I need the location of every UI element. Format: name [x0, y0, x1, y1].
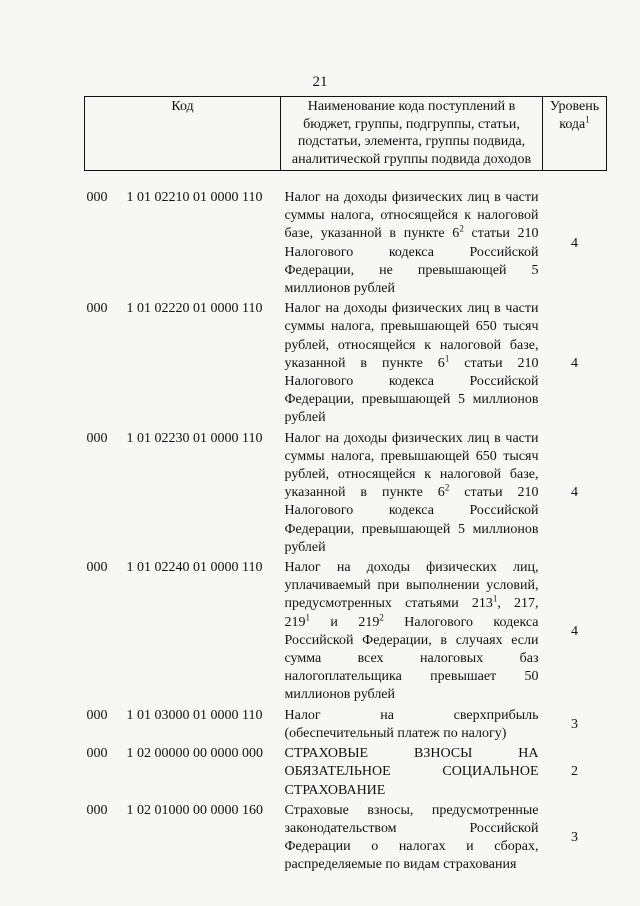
row-name-superscript: 2 [379, 612, 384, 623]
row-name [281, 189, 543, 300]
row-name-text: Налогового кодекса Российской Федерации, в случаях если сумма всех налоговых баз налогоплательщика превышает 50 миллионов рублей [284, 614, 539, 703]
table-row [85, 802, 607, 877]
row-income-code: 1 01 02220 01 0000 110 [126, 301, 263, 317]
row-name-text: Налог на доходы физических лиц в части суммы налога, превышающей 650 тысяч рублей, относящейся к налоговой базе, указанной в пункте 6 [284, 301, 539, 371]
table-row [85, 430, 607, 559]
row-admin-code: 000 [86, 560, 108, 576]
row-name-text: , 217, 219 [284, 596, 539, 630]
row-name-text: СТРАХОВЫЕ ВЗНОСЫ НА ОБЯЗАТЕЛЬНОЕ СОЦИАЛЬНОЕ СТРАХОВАНИЕ [284, 746, 539, 798]
header-name: Наименование кода поступлений в бюджет, группы, подгруппы, статьи, подстатьи, элемента, группы подвида, аналитической группы подвида доходов [281, 97, 543, 171]
row-code-cell [85, 189, 281, 300]
table-row [85, 707, 607, 745]
table-row [85, 745, 607, 802]
row-income-code: 1 01 02240 01 0000 110 [126, 560, 263, 576]
row-admin-code: 000 [86, 707, 108, 723]
table-row [85, 189, 607, 300]
row-admin-code: 000 [86, 802, 108, 818]
row-level: 4 [571, 485, 578, 501]
page-number: 21 [312, 74, 328, 90]
row-name-text: и 219 [310, 614, 380, 630]
row-income-code: 1 01 03000 01 0000 110 [126, 707, 263, 723]
row-level: 4 [571, 355, 578, 371]
row-level: 4 [571, 623, 578, 639]
row-code-cell [85, 745, 281, 802]
header-level-footnote: 1 [585, 113, 590, 124]
row-name [281, 707, 543, 745]
row-level: 3 [571, 716, 578, 732]
income-codes-table [84, 96, 607, 877]
row-name-text: статьи 210 Налогового кодекса Российской Федерации, превышающей 5 миллионов рублей [284, 485, 539, 555]
header-level-label: Уровень кода [549, 99, 600, 132]
row-code-cell [85, 430, 281, 559]
row-name-text: статьи 210 Налогового кодекса Российской Федерации, превышающей 5 миллионов рублей [284, 355, 539, 426]
row-income-code: 1 01 02210 01 0000 110 [126, 190, 263, 205]
row-income-code: 1 01 02230 01 0000 110 [126, 430, 263, 446]
row-name [281, 802, 543, 877]
row-name-text: Налог на сверхприбыль (обеспечительный платеж по налогу) [284, 707, 539, 741]
row-admin-code: 000 [86, 190, 108, 205]
row-name-superscript: 1 [492, 593, 498, 604]
row-code-cell [85, 707, 281, 745]
row-level: 2 [571, 764, 578, 780]
row-admin-code: 000 [86, 746, 108, 762]
row-income-code: 1 02 01000 00 0000 160 [126, 802, 263, 818]
row-name-text: Налог на доходы физических лиц в части суммы налога, превышающей 650 тысяч рублей, относящейся к налоговой базе, указанной в пункте 6 [284, 430, 539, 501]
row-level: 4 [571, 235, 578, 251]
row-name-text: статьи 210 Налогового кодекса Российской Федерации, не превышающей 5 миллионов рублей [284, 226, 539, 297]
row-name-superscript: 1 [444, 353, 450, 364]
header-spacer [85, 171, 607, 190]
row-name [281, 559, 543, 707]
row-income-code: 1 02 00000 00 0000 000 [126, 746, 263, 762]
table-header-row [85, 97, 607, 171]
row-name-superscript: 1 [305, 612, 310, 623]
row-name [281, 745, 543, 802]
row-level: 3 [571, 830, 578, 845]
row-name-superscript: 2 [444, 482, 450, 493]
row-name-superscript: 2 [459, 223, 464, 234]
row-code-cell [85, 300, 281, 429]
header-level [543, 97, 607, 171]
table-row [85, 300, 607, 429]
row-name-text: Налог на доходы физических лиц, уплачиваемый при выполнении условий, предусмотренных статьями 213 [284, 560, 539, 612]
row-name [281, 430, 543, 559]
row-code-cell [85, 802, 281, 877]
row-name-text: Налог на доходы физических лиц в части суммы налога, относящейся к налоговой базе, указанной в пункте 6 [284, 190, 539, 242]
row-code-cell [85, 559, 281, 707]
row-name [281, 300, 543, 429]
row-name-text: Страховые взносы, предусмотренные законодательством Российской Федерации о налогах и сборах, распределяемые по видам страхования [284, 802, 539, 873]
row-admin-code: 000 [86, 301, 108, 317]
table-row [85, 559, 607, 707]
header-code: Код [85, 97, 281, 171]
row-admin-code: 000 [86, 430, 108, 446]
